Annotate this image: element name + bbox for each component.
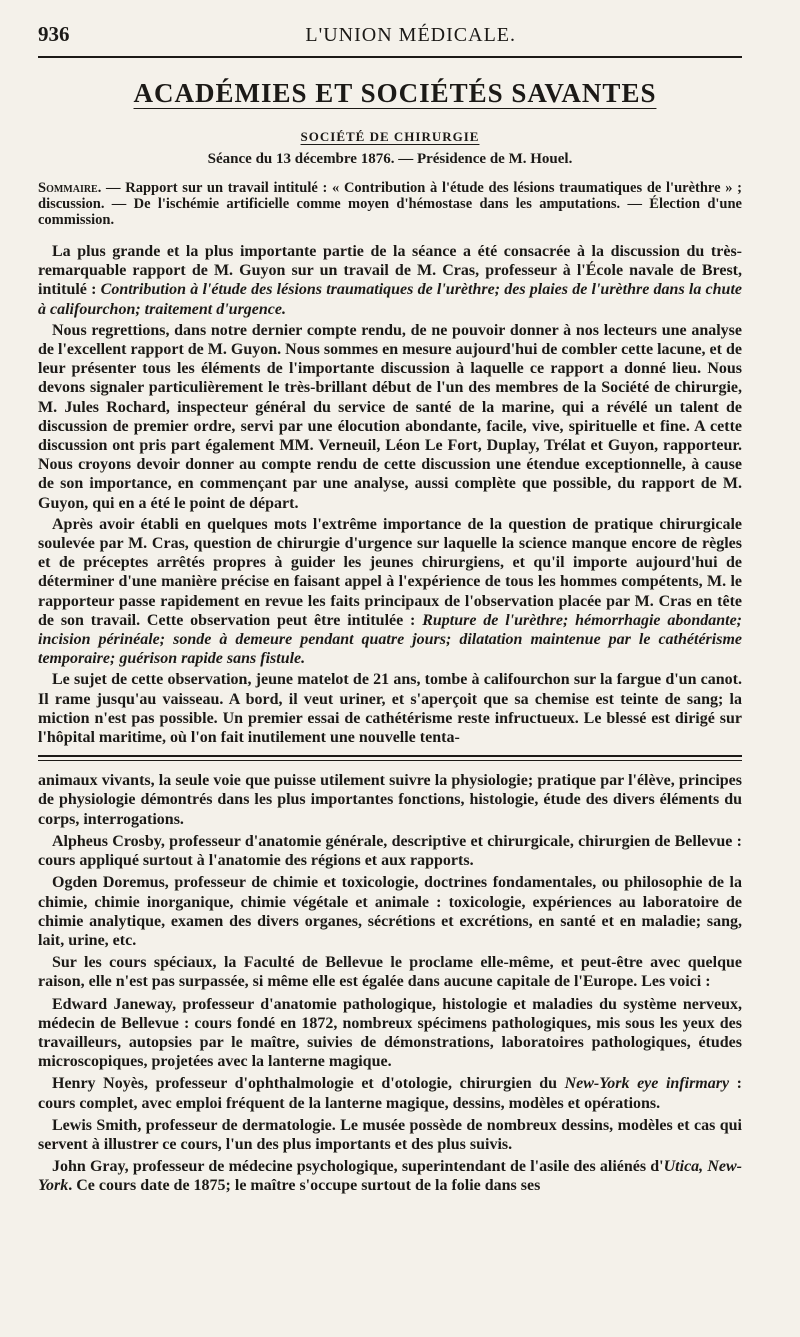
- feuilleton-body: [38, 771, 742, 1195]
- feuilleton-text: Henry Noyès, professeur d'ophthalmologie et d'otologie, chirurgien du: [52, 1075, 565, 1093]
- report-paragraph-text: Après avoir établi en quelques mots l'extrême importance de la question de pratique chirurgicale soulevée par M. Cras, question de chirurgie d'urgence sur laquelle la science manque encore de règles et de préceptes arrêtés propres à guider les jeunes chirurgiens, et qu'il importe aujourd'hui de déterminer d'une manière précise en faisant appel à l'expérience de tous les hommes compétents, M. le rapporteur passe rapidement en revue les faits principaux de l'observation placée par M. Cras en tête de son travail. Cette observation peut être intitulée :: [38, 515, 742, 629]
- feuilleton-paragraph: [38, 1157, 742, 1195]
- header-rule: [38, 56, 742, 58]
- place-name: Utica, New-York: [38, 1158, 743, 1195]
- feuilleton-paragraph: Sur les cours spéciaux, la Faculté de Bellevue le proclame elle-même, et peut-être avec quelque raison, elle n'est pas surpassée, si même elle est égalée dans aucune capitale de l'Europe. Les voici :: [38, 954, 742, 991]
- summary-text: — Rapport sur un travail intitulé : « Contribution à l'étude des lésions traumatiques de l'urèthre » ; discussion. — De l'ischémie artificielle comme moyen d'hémostase dans les amputations. — Élection d'une commission.: [38, 180, 742, 228]
- feuilleton-divider: [38, 755, 742, 761]
- institution-name: New-York eye infirmary: [564, 1075, 730, 1093]
- report-paragraph: [38, 242, 742, 319]
- feuilleton-paragraph: Ogden Doremus, professeur de chimie et toxicologie, doctrines fondamentales, ou philosophie de la chimie, chimie inorganique, chimie végétale et animale : toxicologie, expériences au laboratoire de chimie analytique, examen des divers organes, sécrétions et excrétions, en santé et en maladie; sang, lait, urine, etc.: [38, 874, 742, 949]
- feuilleton-paragraph: Lewis Smith, professeur de dermatologie. Le musée possède de nombreux dessins, modèles et cas qui servent à illustrer ce cours, l'un des plus importants et des plus suivis.: [38, 1116, 742, 1153]
- report-paragraph-text: La plus grande et la plus importante partie de la séance a été consacrée à la discussion du très-remarquable rapport de M. Guyon sur un travail de M. Cras, professeur à l'École navale de Brest, intitulé :: [38, 243, 742, 299]
- report-paragraph: [38, 515, 742, 669]
- feuilleton-paragraph: animaux vivants, la seule voie que puisse utilement suivre la physiologie; pratique par l'élève, principes de physiologie démontrés dans les plus importantes fonctions, histologie, étude des divers éléments du corps, interrogations.: [38, 772, 742, 828]
- society-heading: SOCIÉTÉ DE CHIRURGIE: [300, 129, 480, 144]
- feuilleton-paragraph: [38, 1074, 742, 1112]
- feuilleton-paragraph: Edward Janeway, professeur d'anatomie pathologique, histologie et maladies du système nerveux, médecin de Bellevue : cours fondé en 1872, nombreux spécimens pathologiques, mis sous les yeux des travailleurs, autopsies par le maître, suivies de démonstrations, laboratoires pathologiques, études microscopiques, projetées avec la lanterne magique.: [38, 995, 742, 1071]
- summary: [38, 180, 742, 228]
- section-title: ACADÉMIES ET SOCIÉTÉS SAVANTES: [133, 78, 657, 108]
- feuilleton-text: . Ce cours date de 1875; le maître s'occupe surtout de la folie dans ses: [68, 1177, 541, 1195]
- journal-page: [38, 22, 742, 1196]
- session-line: Séance du 13 décembre 1876. — Présidence de M. Houel.: [207, 151, 573, 167]
- summary-label: Sommaire.: [38, 180, 102, 196]
- work-title: Contribution à l'étude des lésions traumatiques de l'urèthre; des plaies de l'urèthre dans la chute à califourchon; traitement d'urgence.: [38, 281, 742, 318]
- feuilleton-paragraph: Alpheus Crosby, professeur d'anatomie générale, descriptive et chirurgicale, chirurgien de Bellevue : cours appliqué surtout à l'anatomie des régions et aux rapports.: [38, 832, 742, 870]
- observation-title: Rupture de l'urèthre; hémorrhagie abondante; incision périnéale; sonde à demeure pendant quatre jours; dilatation maintenue par le cathétérisme temporaire; guérison rapide sans fistule.: [38, 611, 742, 668]
- page-number: 936: [38, 22, 70, 46]
- feuilleton-text: : cours complet, avec emploi fréquent de la lanterne magique, dessins, modèles et opérations.: [38, 1075, 743, 1112]
- journal-title: L'UNION MÉDICALE.: [305, 24, 516, 46]
- report-paragraph: Nous regrettions, dans notre dernier compte rendu, de ne pouvoir donner à nos lecteurs une analyse de l'excellent rapport de M. Guyon. Nous sommes en mesure aujourd'hui de combler cette lacune, et de leur présenter tous les éléments de l'importante discussion à laquelle ce rapport a donné lieu. Nous devons signaler particulièrement le très-brillant début de l'un des membres de la Société de chirurgie, M. Jules Rochard, inspecteur général du service de santé de la marine, qui a révélé un talent de discussion de premier ordre, servi par une élocution abondante, facile, vive, spirituelle et fine. A cette discussion ont pris part également MM. Verneuil, Léon Le Fort, Duplay, Trélat et Guyon, rapporteur. Nous croyons devoir donner au compte rendu de cette discussion une étendue exceptionnelle, à cause de son importance, en commençant par une analyse, aussi complète que possible, du rapport de M. Guyon, qui en a été le point de départ.: [38, 321, 742, 512]
- feuilleton-text: John Gray, professeur de médecine psychologique, superintendant de l'asile des aliénés d': [52, 1158, 664, 1176]
- running-head: [38, 22, 742, 56]
- report-paragraph: Le sujet de cette observation, jeune matelot de 21 ans, tombe à califourchon sur la fargue d'un canot. Il rame jusqu'au vaisseau. A bord, il veut uriner, et s'aperçoit que sa chemise est teinte de sang; la miction n'est pas possible. Un premier essai de cathétérisme reste infructueux. Le blessé est dirigé sur l'hôpital maritime, où l'on fait inutilement une nouvelle tenta-: [38, 671, 742, 747]
- report-body: [38, 242, 742, 747]
